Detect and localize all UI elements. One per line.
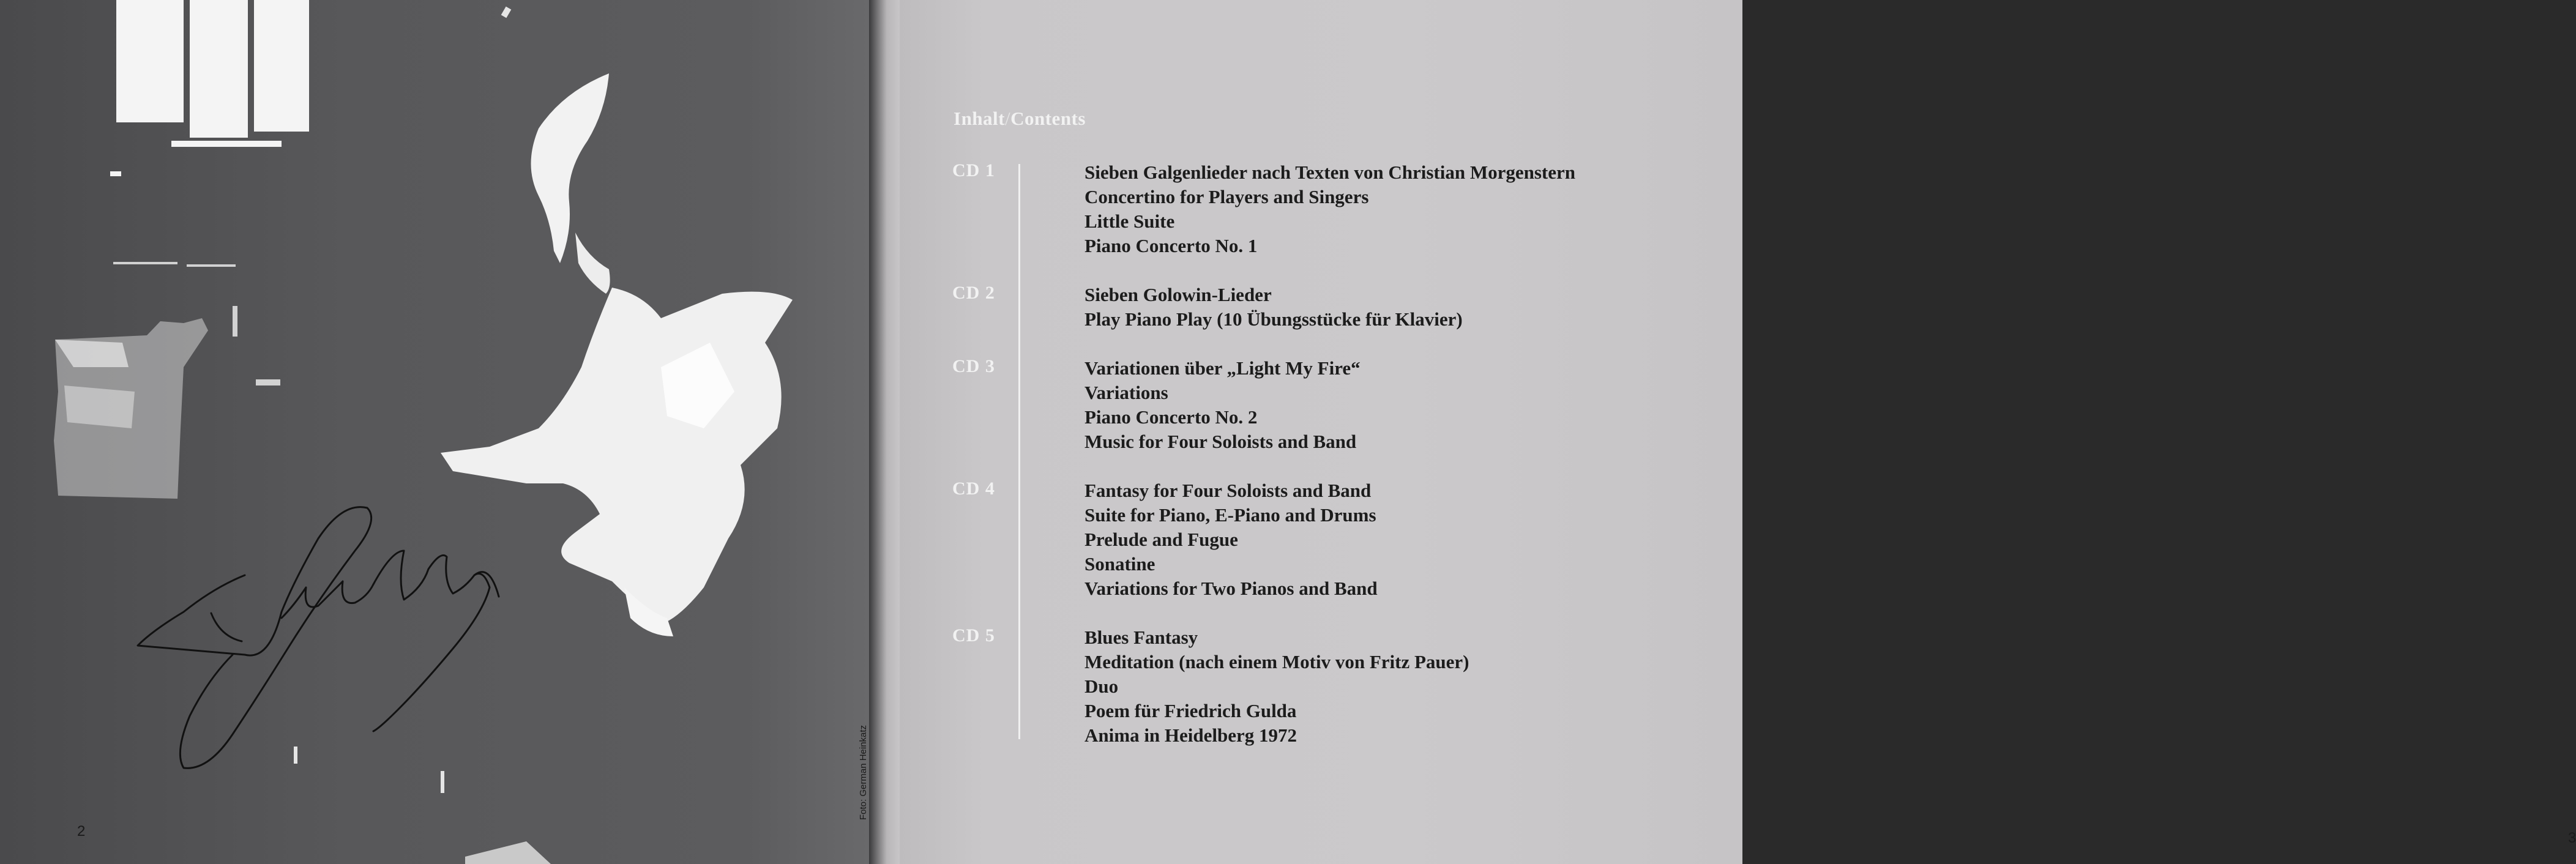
cd-track-list xyxy=(1085,625,1575,748)
cd-track-list xyxy=(1085,356,1575,454)
list-item: Piano Concerto No. 1 xyxy=(1085,235,1258,256)
contents-title xyxy=(954,108,1086,130)
list-item: Music for Four Soloists and Band xyxy=(1085,431,1357,452)
cd-block-5 xyxy=(952,625,1575,748)
title-german: Inhalt xyxy=(954,108,1005,129)
page-number-left: 2 xyxy=(77,823,86,840)
cd-track-list xyxy=(1085,479,1575,601)
list-item: Play Piano Play (10 Übungsstücke für Klavier) xyxy=(1085,308,1463,330)
list-item: Duo xyxy=(1085,676,1119,697)
list-item: Prelude and Fugue xyxy=(1085,529,1238,550)
list-item: Sieben Galgenlieder nach Texten von Christian Morgenstern xyxy=(1085,162,1576,183)
cd-block-3 xyxy=(952,356,1575,454)
list-item: Variationen über „Light My Fire“ xyxy=(1085,357,1361,379)
list-item: Meditation (nach einem Motiv von Fritz Pauer) xyxy=(1085,651,1469,672)
left-page xyxy=(0,0,878,864)
list-item: Variations for Two Pianos and Band xyxy=(1085,578,1378,599)
portrait-photo xyxy=(0,0,878,864)
list-item: Poem für Friedrich Gulda xyxy=(1085,700,1297,721)
keyboard-light xyxy=(54,262,280,499)
list-item: Little Suite xyxy=(1085,210,1175,232)
shirt-highlight xyxy=(441,288,793,624)
head-highlight xyxy=(531,73,610,263)
cd-label: CD 2 xyxy=(952,283,995,303)
title-separator: / xyxy=(1004,108,1011,129)
toc-divider-line xyxy=(1018,164,1020,739)
list-item: Sonatine xyxy=(1085,553,1155,575)
list-item: Fantasy for Four Soloists and Band xyxy=(1085,480,1372,501)
cd-track-list xyxy=(1085,160,1575,258)
photo-credit: Foto: German Heinkatz xyxy=(858,724,868,820)
cd-block-4 xyxy=(952,479,1575,601)
list-item: Concertino for Players and Singers xyxy=(1085,186,1369,207)
cd-block-1 xyxy=(952,160,1575,258)
autograph-signature xyxy=(138,507,499,769)
cd-label: CD 5 xyxy=(952,625,995,646)
right-page xyxy=(900,0,2576,864)
window-light xyxy=(110,0,309,176)
title-english: Contents xyxy=(1010,108,1086,129)
cd-label: CD 3 xyxy=(952,356,995,376)
cd-block-2 xyxy=(952,283,1575,332)
cd-label: CD 4 xyxy=(952,479,995,499)
list-item: Variations xyxy=(1085,382,1168,403)
list-item: Blues Fantasy xyxy=(1085,627,1198,648)
cd-track-list xyxy=(1085,283,1575,332)
list-item: Anima in Heidelberg 1972 xyxy=(1085,724,1297,746)
cd-label: CD 1 xyxy=(952,160,995,181)
list-item: Sieben Golowin-Lieder xyxy=(1085,284,1272,305)
table-of-contents xyxy=(952,160,1575,772)
list-item: Piano Concerto No. 2 xyxy=(1085,406,1258,428)
list-item: Suite for Piano, E-Piano and Drums xyxy=(1085,504,1376,526)
page-number-right: 3 xyxy=(2568,830,2576,846)
